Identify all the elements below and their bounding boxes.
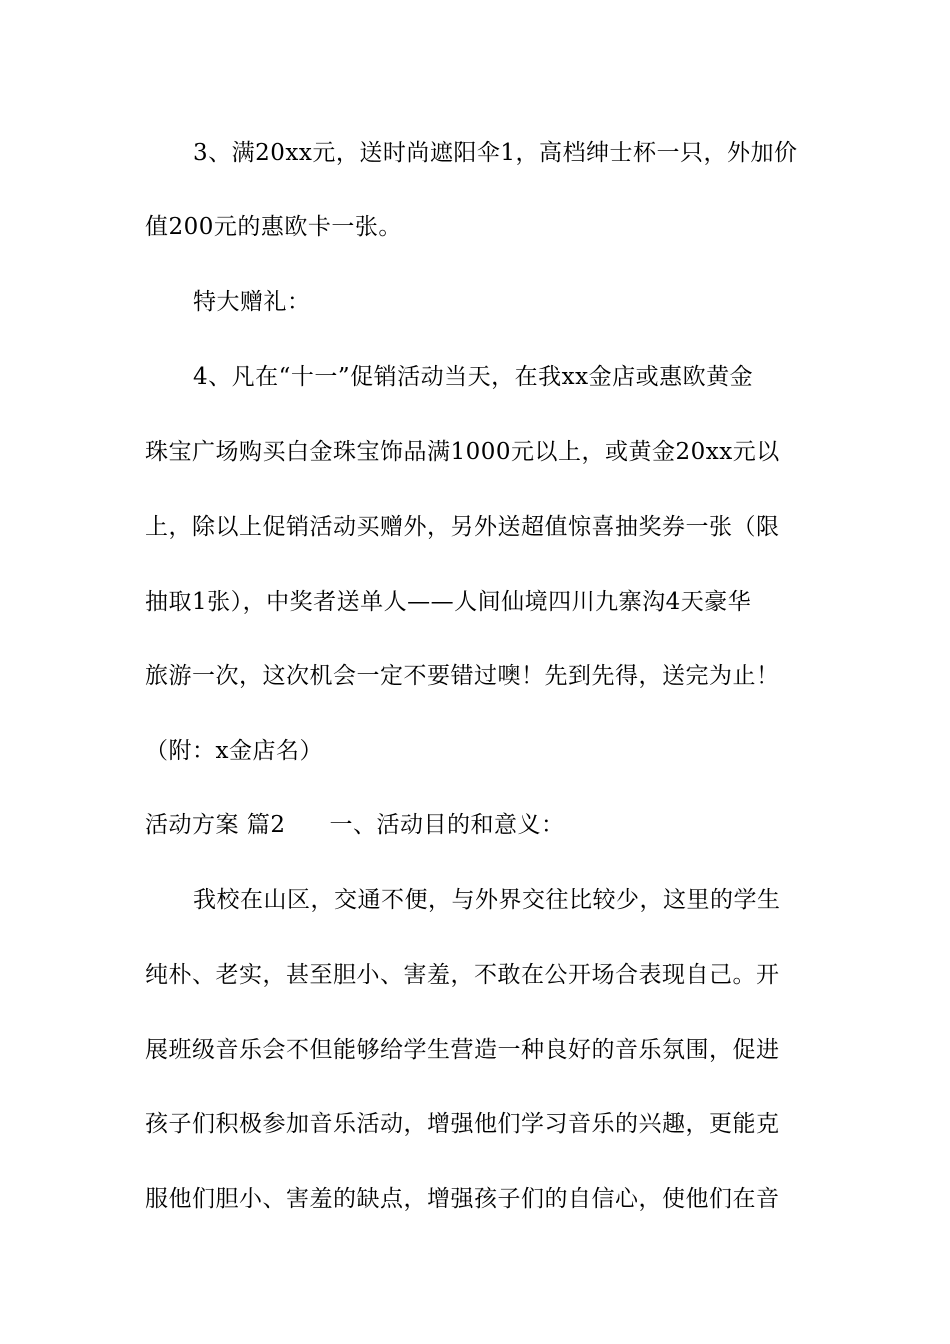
paragraph-line: 服他们胆小、害羞的缺点，增强孩子们的自信心，使他们在音 [145,1186,780,1212]
paragraph-line: 展班级音乐会不但能够给学生营造一种良好的音乐氛围，促进 [145,1037,780,1063]
paragraph-line: 珠宝广场购买白金珠宝饰品满1000元以上，或黄金20xx元以 [145,439,780,465]
section-label: 篇2 [246,812,286,838]
paragraph-line: 我校在山区，交通不便，与外界交往比较少，这里的学生 [193,887,781,913]
paragraph-line: 特大赠礼： [193,289,311,315]
section-heading [145,810,810,840]
section-title: 活动方案 [145,812,239,838]
paragraph-line: 3、满20xx元，送时尚遮阳伞1，高档绅士杯一只，外加价 [193,140,798,166]
paragraph-line: 孩子们积极参加音乐活动，增强他们学习音乐的兴趣，更能克 [145,1111,780,1137]
paragraph-line: 值200元的惠欧卡一张。 [145,214,402,240]
paragraph-line: （附：x金店名） [145,738,323,764]
paragraph-line: 4、凡在“十一”促销活动当天，在我xx金店或惠欧黄金 [193,364,754,390]
section-subtitle: 一、活动目的和意义： [329,812,565,838]
paragraph-line: 旅游一次，这次机会一定不要错过噢！先到先得，送完为止！ [145,663,780,689]
paragraph-line: 抽取1张），中奖者送单人——人间仙境四川九寨沟4天豪华 [145,589,752,615]
paragraph-line: 上，除以上促销活动买赠外，另外送超值惊喜抽奖券一张（限 [145,514,780,540]
paragraph-line: 纯朴、老实，甚至胆小、害羞，不敢在公开场合表现自己。开 [145,962,780,988]
